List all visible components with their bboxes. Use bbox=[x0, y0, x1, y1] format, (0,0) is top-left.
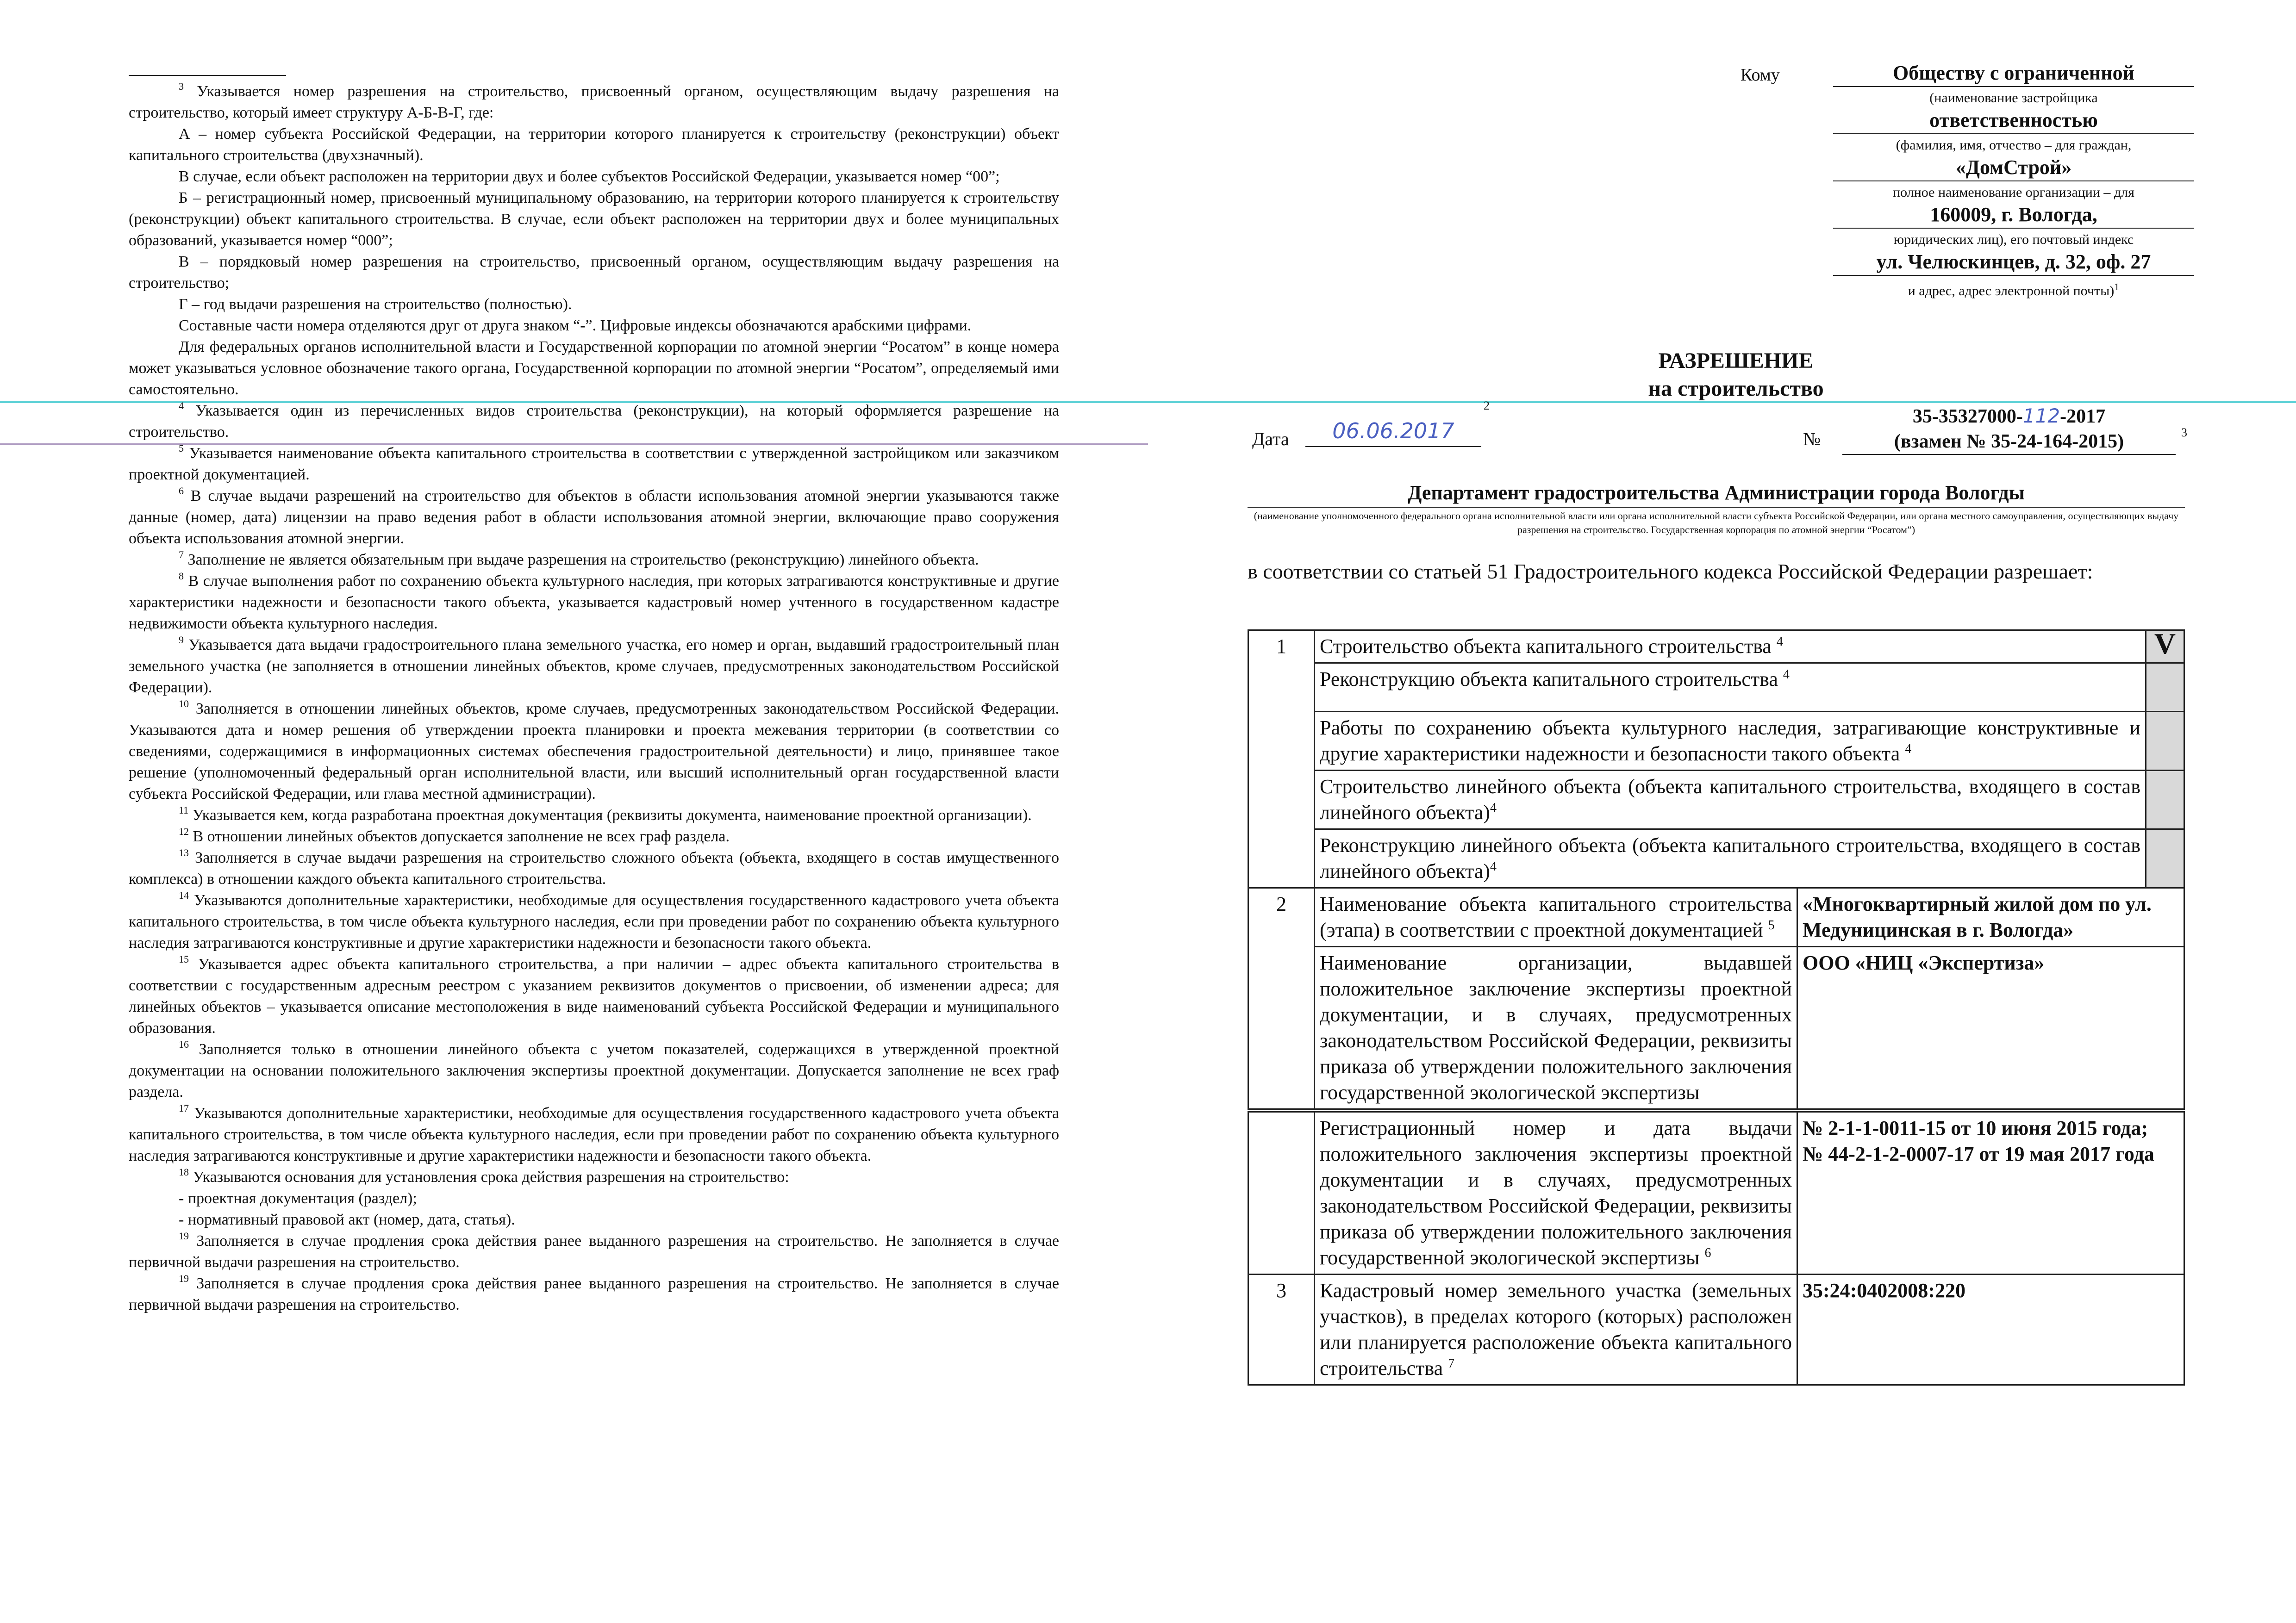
object-name-value: «Многоквартирный жилой дом по ул. Медуницинская в г. Вологда» bbox=[1797, 888, 2184, 947]
intro-paragraph: в соответствии со статьей 51 Градостроительного кодекса Российской Федерации разрешает: bbox=[1248, 560, 2093, 583]
issuing-authority: Департамент градостроительства Администрации города Вологды bbox=[1248, 479, 2185, 508]
footnote-paragraph bbox=[129, 166, 1059, 187]
addressee-line-4: 160009, г. Вологда, bbox=[1833, 202, 2194, 229]
addressee-label: Кому bbox=[1741, 65, 1780, 85]
permit-number bbox=[1842, 404, 2176, 455]
object-name-label: Наименование объекта капитального строительства (этапа) в соответствии с проектной документацией $^5$ bbox=[1315, 888, 1797, 947]
footnote-paragraph bbox=[129, 1273, 1059, 1316]
number-footnote: 3 bbox=[2181, 426, 2187, 439]
footnote-separator bbox=[129, 75, 286, 76]
footnote-text: В случае, если объект расположен на территории двух и более субъектов Российской Федерации, указывается номер “00”; bbox=[179, 168, 1000, 185]
construction-type-option: Реконструкцию линейного объекта (объекта капитального строительства, входящего в состав линейного объекта)$^4$ bbox=[1315, 829, 2146, 888]
footnote-paragraph bbox=[129, 1167, 1059, 1188]
footnote-text: Заполняется в случае выдачи разрешения на строительство сложного объекта (объекта, входящего в состав имущественного комплекса) в отношении каждого объекта капитального строительства. bbox=[129, 849, 1059, 888]
footnote-paragraph bbox=[129, 294, 1059, 315]
table-row bbox=[1248, 630, 2184, 663]
date-label: Дата bbox=[1252, 429, 1289, 449]
footnote-paragraph bbox=[129, 847, 1059, 890]
footnote-paragraph bbox=[129, 315, 1059, 336]
footnote-paragraph bbox=[129, 805, 1059, 826]
document-subtitle: на строительство bbox=[1648, 376, 1824, 401]
addressee-hint-4: юридических лиц), его почтовый индекс bbox=[1893, 232, 2134, 247]
expertise-organization-value: ООО «НИЦ «Экспертиза» bbox=[1797, 947, 2184, 1111]
footnote-paragraph bbox=[129, 187, 1059, 251]
footnote-paragraph bbox=[129, 1039, 1059, 1103]
expertise-organization-label: Наименование организации, выдавшей положительное заключение экспертизы проектной документации, и в случаях, предусмотренных законодательством Российской Федерации, реквизиты приказа об утверждении положительного заключения государственной экологической экспертизы bbox=[1315, 947, 1797, 1111]
footnote-paragraph bbox=[129, 1103, 1059, 1167]
expertise-number-value: № 2-1-1-0011-15 от 10 июня 2015 года; № 44-2-1-2-0007-17 от 19 мая 2017 года bbox=[1797, 1111, 2184, 1275]
footnote-number: 12 bbox=[179, 826, 189, 837]
construction-type-checkbox[interactable]: V bbox=[2146, 630, 2184, 663]
footnote-text: Г – год выдачи разрешения на строительство (полностью). bbox=[179, 296, 572, 313]
permit-number-suffix: -2017 bbox=[2060, 406, 2106, 427]
footnote-number: 4 bbox=[179, 400, 184, 411]
addressee-hint-3: полное наименование организации – для bbox=[1893, 185, 2134, 200]
footnote-number: 15 bbox=[179, 953, 189, 965]
footnote-text: Заполняется в отношении линейных объектов, кроме случаев, предусмотренных законодательством Российской Федерации. Указываются дата и номер решения об утверждении проекта планировки и проекта межевания территории (в соответствии со сведениями, содержащимися в информационных системах обеспечения градостроительной деятельности) и лицо, принявшее такое решение (уполномоченный федеральный орган исполнительной власти, или высший исполнительный орган государственной власти субъекта Российской Федерации, или глава местной администрации). bbox=[129, 700, 1060, 802]
footnote-paragraph bbox=[129, 1209, 1059, 1231]
footnote-paragraph bbox=[129, 571, 1059, 634]
footnote-text: Для федеральных органов исполнительной власти и Государственной корпорации по атомной энергии “Росатом” в конце номера может указываться условное обозначение такого органа, Государственной корпорации по атомной энергии “Росатом”, определяемый ими самостоятельно. bbox=[129, 338, 1059, 398]
footnote-paragraph bbox=[129, 1231, 1059, 1273]
permit-table bbox=[1248, 629, 2185, 1386]
footnote-paragraph bbox=[129, 443, 1059, 485]
footnote-text: Указывается наименование объекта капитального строительства в соответствии с утвержденной застройщиком или заказчиком проектной документацией. bbox=[129, 445, 1059, 483]
footnote-paragraph bbox=[129, 485, 1059, 549]
construction-type-option: Строительство объекта капитального строительства $^4$ bbox=[1315, 630, 2146, 663]
issuing-authority-hint: (наименование уполномоченного федерального органа исполнительной власти или органа исполнительной власти субъекта Российской Федерации, или органа местного самоуправления, осуществляющих выдачу разрешения на строительство. Государственная корпорация по атомной энергии “Росатом”) bbox=[1254, 510, 2179, 535]
footnote-number: 16 bbox=[179, 1038, 189, 1050]
footnote-text: - нормативный правовой акт (номер, дата, статья). bbox=[179, 1211, 515, 1228]
footnote-text: Указывается один из перечисленных видов строительства (реконструкции), на который оформляется разрешение на строительство. bbox=[129, 402, 1059, 441]
cadastral-number-label: Кадастровый номер земельного участка (земельных участков), в пределах которого (которых) расположен или планируется расположение объекта капитального строительства $^7$ bbox=[1315, 1275, 1797, 1385]
footnote-text: Заполняется в случае продления срока действия ранее выданного разрешения на строительство. Не заполняется в случае первичной выдачи разрешения на строительство. bbox=[129, 1232, 1059, 1271]
construction-type-option: Работы по сохранению объекта культурного наследия, затрагивающие конструктивные и другие характеристики надежности и безопасности такого объекта $^4$ bbox=[1315, 712, 2146, 771]
row-number: 1 bbox=[1248, 630, 1315, 888]
row-number-empty bbox=[1248, 1111, 1315, 1275]
table-row bbox=[1248, 771, 2184, 829]
footnote-number: 13 bbox=[179, 847, 189, 858]
addressee-hint-2: (фамилия, имя, отчество – для граждан, bbox=[1896, 137, 2132, 153]
footnote-paragraph bbox=[129, 336, 1059, 400]
table-row bbox=[1248, 829, 2184, 888]
footnote-number: 11 bbox=[179, 804, 189, 816]
footnote-paragraph bbox=[129, 698, 1059, 805]
footnote-number: 8 bbox=[179, 570, 184, 582]
footnote-text: Заполняется в случае продления срока действия ранее выданного разрешения на строительство. Не заполняется в случае первичной выдачи разрешения на строительство. bbox=[129, 1275, 1059, 1313]
cadastral-number-value: 35:24:0402008:220 bbox=[1797, 1275, 2184, 1385]
footnote-text: В случае выдачи разрешений на строительство для объектов в области использования атомной энергии указываются также данные (номер, дата) лицензии на право ведения работ в области использования атомной энергии, включающие право сооружения объекта использования атомной энергии. bbox=[129, 487, 1059, 547]
footnote-number: 3 bbox=[179, 81, 184, 92]
footnote-text: Заполняется только в отношении линейного объекта с учетом показателей, содержащихся в утвержденной проектной документации на основании положительного заключения экспертизы проектной документации. Допускается заполнение не всех граф раздела. bbox=[129, 1041, 1059, 1101]
construction-type-checkbox[interactable] bbox=[2146, 712, 2184, 771]
permit-number-handwritten: 112 bbox=[2022, 404, 2060, 427]
footnote-number: 6 bbox=[179, 485, 184, 497]
footnote-paragraph bbox=[129, 251, 1059, 294]
footnote-paragraph bbox=[129, 81, 1059, 124]
addressee-hint-footnote: 1 bbox=[2114, 281, 2120, 292]
footnote-paragraph bbox=[129, 954, 1059, 1039]
footnote-number: 19 bbox=[179, 1230, 189, 1242]
footnote-paragraph bbox=[129, 890, 1059, 954]
footnote-paragraph bbox=[129, 400, 1059, 443]
table-row bbox=[1248, 712, 2184, 771]
footnote-text: В – порядковый номер разрешения на строительство, присвоенный органом, осуществляющим выдачу разрешения на строительство; bbox=[129, 253, 1059, 292]
expertise-number-label: Регистрационный номер и дата выдачи положительного заключения экспертизы проектной документации и в случаях, предусмотренных законодательством Российской Федерации, реквизиты приказа об утверждении положительного заключения государственной экологической экспертизы $^6$ bbox=[1315, 1111, 1797, 1275]
document-title: РАЗРЕШЕНИЕ bbox=[1658, 348, 1814, 373]
construction-type-option: Реконструкцию объекта капитального строительства $^4$ bbox=[1315, 663, 2146, 712]
date-footnote: 2 bbox=[1484, 399, 1490, 412]
construction-type-checkbox[interactable] bbox=[2146, 771, 2184, 829]
footnote-number: 18 bbox=[179, 1166, 189, 1178]
footnote-text: Указывается дата выдачи градостроительного плана земельного участка, его номер и орган, выдавший градостроительный план земельного участка (не заполняется в отношении линейных объектов, кроме случаев, предусмотренных законодательством Российской Федерации). bbox=[129, 636, 1060, 696]
addressee-line-2: ответственностью bbox=[1833, 107, 2194, 134]
addressee-line-1: Обществу с ограниченной bbox=[1833, 60, 2194, 87]
table-row bbox=[1248, 947, 2184, 1111]
footnote-number: 7 bbox=[179, 549, 184, 560]
footnote-text: Составные части номера отделяются друг от друга знаком “-”. Цифровые индексы обозначаются арабскими цифрами. bbox=[179, 317, 972, 334]
footnote-text: - проектная документация (раздел); bbox=[179, 1190, 417, 1207]
footnote-number: 9 bbox=[179, 634, 184, 646]
addressee-hint-5: и адрес, адрес электронной почты)$^1$ bbox=[1908, 281, 2120, 298]
footnote-number: 17 bbox=[179, 1102, 189, 1114]
footnotes-block bbox=[129, 81, 1059, 1316]
permit-number-prefix: 35-35327000- bbox=[1912, 406, 2023, 427]
footnote-number: 19 bbox=[179, 1273, 189, 1284]
footnote-text: Заполнение не является обязательным при выдаче разрешения на строительство (реконструкцию) линейного объекта. bbox=[187, 551, 979, 568]
footnote-paragraph bbox=[129, 124, 1059, 166]
footnote-text: Указывается адрес объекта капитального строительства, а при наличии – адрес объекта капитального строительства в соответствии с государственным адресным реестром с указанием реквизитов документов о присвоении, об изменении адреса; для линейных объектов – указывается описание местоположения в виде наименований субъекта Российской Федерации и муниципального образования. bbox=[129, 956, 1059, 1037]
footnote-text: Указывается кем, когда разработана проектная документация (реквизиты документа, наименование проектной организации). bbox=[192, 807, 1032, 824]
row-number: 3 bbox=[1248, 1275, 1315, 1385]
footnote-paragraph bbox=[129, 1188, 1059, 1209]
footnote-paragraph bbox=[129, 826, 1059, 847]
footnote-text: В случае выполнения работ по сохранению объекта культурного наследия, при которых затрагиваются конструктивные и другие характеристики надежности и безопасности такого объекта, указывается кадастровый номер учтенного в государственном кадастре недвижимости объекта культурного наследия. bbox=[129, 572, 1060, 632]
number-label: № bbox=[1803, 429, 1821, 449]
addressee-line-5: ул. Челюскинцев, д. 32, оф. 27 bbox=[1833, 249, 2194, 276]
date-value: 06.06.2017 bbox=[1305, 416, 1481, 447]
footnote-text: А – номер субъекта Российской Федерации, на территории которого планируется к строительству (реконструкции) объект капитального строительства (двухзначный). bbox=[129, 125, 1059, 164]
footnote-number: 14 bbox=[179, 889, 189, 901]
footnote-text: Указывается номер разрешения на строительство, присвоенный органом, осуществляющим выдачу разрешения на строительство, который имеет структуру А-Б-В-Г, где: bbox=[129, 83, 1059, 121]
table-row bbox=[1248, 663, 2184, 712]
table-row bbox=[1248, 1275, 2184, 1385]
construction-type-option: Строительство линейного объекта (объекта капитального строительства, входящего в состав линейного объекта)$^4$ bbox=[1315, 771, 2146, 829]
permit-number-replaces: (взамен № 35-24-164-2015) bbox=[1894, 431, 2124, 452]
footnote-text: Указываются основания для установления срока действия разрешения на строительство: bbox=[193, 1169, 789, 1186]
footnote-number: 5 bbox=[179, 442, 184, 454]
construction-type-checkbox[interactable] bbox=[2146, 663, 2184, 712]
construction-type-checkbox[interactable] bbox=[2146, 829, 2184, 888]
footnote-text: В отношении линейных объектов допускается заполнение не всех граф раздела. bbox=[193, 828, 730, 845]
table-row bbox=[1248, 888, 2184, 947]
footnote-paragraph bbox=[129, 634, 1059, 698]
footnote-paragraph bbox=[129, 549, 1059, 571]
row-number: 2 bbox=[1248, 888, 1315, 1111]
addressee-hint-1: (наименование застройщика bbox=[1929, 90, 2098, 106]
footnote-text: Указываются дополнительные характеристики, необходимые для осуществления государственного кадастрового учета объекта капитального строительства, в том числе объекта культурного наследия, если при проведении работ по сохранению объекта культурного наследия затрагиваются конструктивные и другие характеристики надежности и безопасности такого объекта. bbox=[129, 1105, 1059, 1164]
footnote-text: Б – регистрационный номер, присвоенный муниципальному образованию, на территории которого планируется к строительству (реконструкции) объект капитального строительства. В случае, если объект расположен на территории двух и более муниципальных образований, указывается номер “000”; bbox=[129, 189, 1059, 249]
addressee-line-3: «ДомСтрой» bbox=[1833, 155, 2194, 181]
table-row bbox=[1248, 1111, 2184, 1275]
footnote-text: Указываются дополнительные характеристики, необходимые для осуществления государственного кадастрового учета объекта капитального строительства, в том числе объекта культурного наследия, если при проведении работ по сохранению объекта культурного наследия затрагиваются конструктивные и другие характеристики надежности и безопасности такого объекта. bbox=[129, 892, 1059, 951]
footnote-number: 10 bbox=[179, 698, 189, 709]
